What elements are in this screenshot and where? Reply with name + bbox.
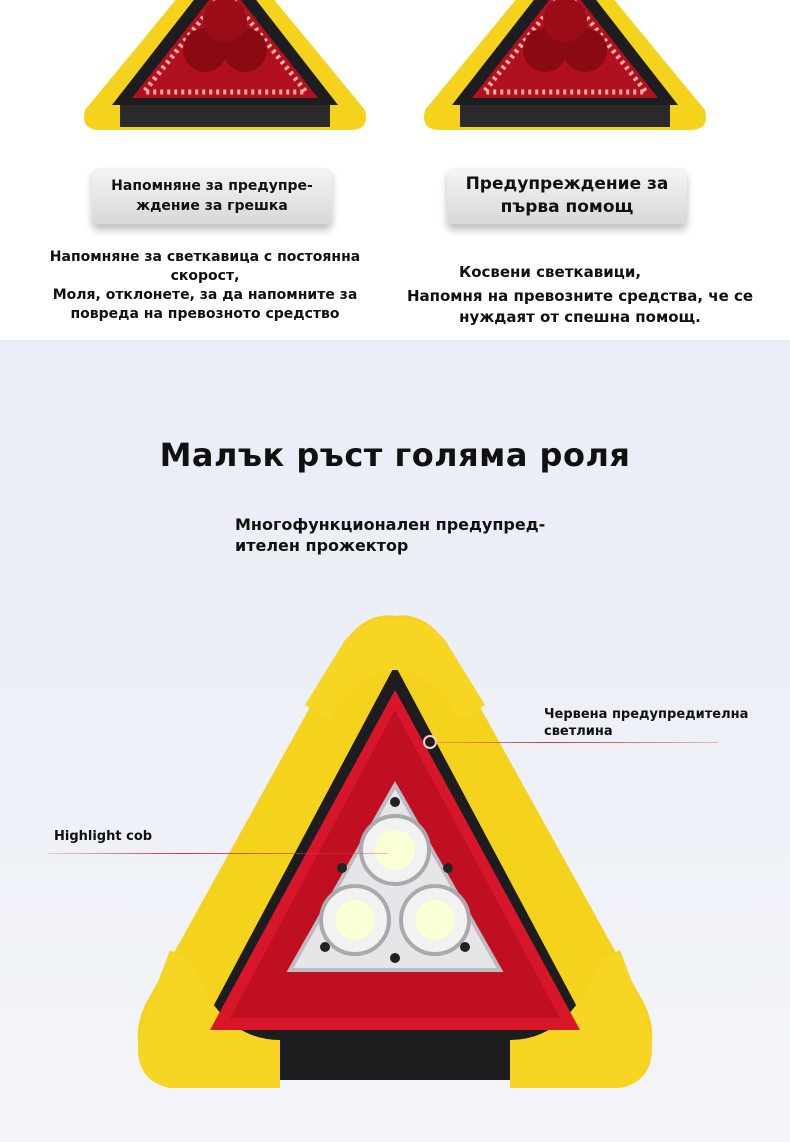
first-aid-desc-line1: Косвени светкавици, (458, 263, 642, 281)
highlight-cob-callout: Highlight cob (54, 829, 153, 844)
red-warning-light-pointer (430, 742, 718, 743)
warning-triangle-image (130, 610, 660, 1110)
first-aid-desc-line2: Напомня на превозните средства, че се нуждаят от спешна помощ. (406, 287, 754, 326)
fault-warning-label (92, 168, 332, 224)
highlight-cob-pointer (48, 853, 388, 854)
first-aid-warning-label (447, 168, 687, 224)
top-section (0, 0, 790, 340)
first-aid-warning-description (390, 262, 770, 328)
fault-warning-description: Напомняне за светкавица с постоянна скорост, Моля, отклонете, за да напомните за повреда на превозното средство (49, 249, 361, 322)
fault-warning-label-text: Напомняне за предупре-ждение за грешка (111, 178, 313, 214)
bottom-section (0, 340, 790, 1142)
subtitle: Многофункционален предупред-ителен прожектор (235, 515, 546, 555)
warning-triangle-red-mode-image (80, 0, 370, 135)
headline: Малък ръст голяма роля (159, 436, 631, 474)
red-warning-light-callout: Червена предупредителна светлина (544, 707, 749, 739)
first-aid-warning-label-text: Предупреждение за първа помощ (465, 174, 669, 217)
warning-triangle-flash-mode-image (420, 0, 710, 135)
